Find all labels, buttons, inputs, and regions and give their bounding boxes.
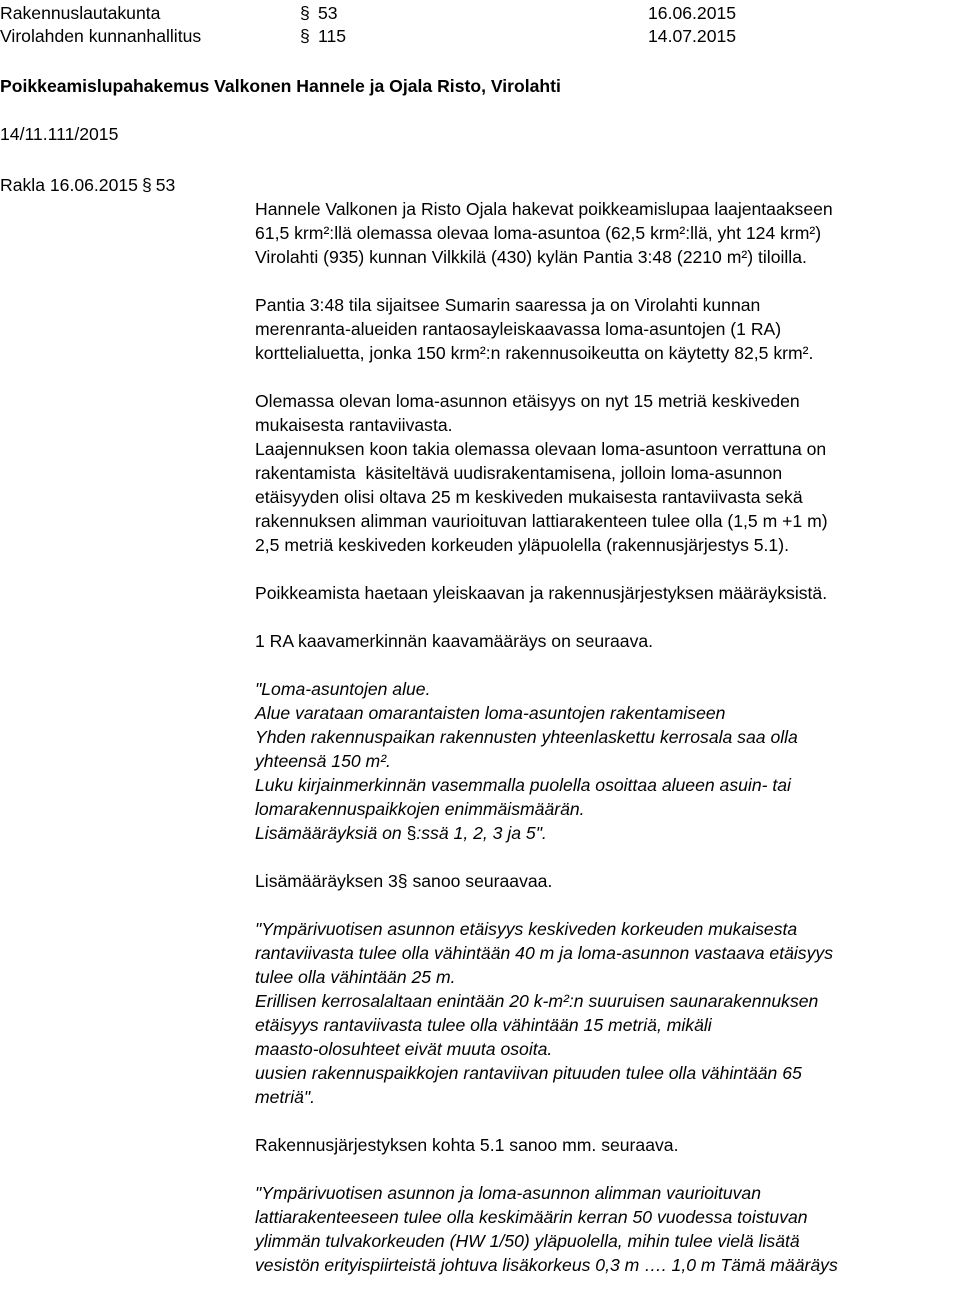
- paragraph-additional-3: [255, 869, 955, 893]
- paragraph-extension: [255, 437, 955, 557]
- quote-line: Erillisen kerrosalaltaan enintään 20 k-m²:n suuruisen saunarakennuksen: [255, 991, 819, 1011]
- rakla-reference: [0, 173, 175, 197]
- text-line: Virolahti (935) kunnan Vilkkilä (430) kylän Pantia 3:48 (2210 m²) tiloilla.: [255, 247, 807, 267]
- quote-line: yhteensä 150 m².: [255, 751, 391, 771]
- paragraph-text: sanoo seuraavaa.: [407, 871, 553, 891]
- document-body: [255, 197, 955, 1277]
- quote-line: Alue varataan omarantaisten loma-asuntojen rakentamiseen: [255, 703, 726, 723]
- paragraph-property: [255, 293, 955, 365]
- document-title: Poikkeamislupahakemus Valkonen Hannele ja Ojala Risto, Virolahti: [0, 76, 561, 96]
- section-sign-icon: §: [300, 26, 310, 46]
- header-section-number: 53: [318, 3, 338, 23]
- quote-line: [255, 821, 955, 845]
- quote-line: vesistön erityispiirteistä johtuva lisäkorkeus 0,3 m …. 1,0 m Tämä määräys: [255, 1255, 838, 1275]
- diary-number: 14/11.111/2015: [0, 124, 119, 144]
- paragraph-distance: [255, 389, 955, 437]
- rakla-prefix: Rakla 16.06.2015: [0, 175, 138, 195]
- rakla-number: 53: [155, 175, 176, 195]
- text-line: Pantia 3:48 tila sijaitsee Sumarin saaressa ja on Virolahti kunnan: [255, 295, 761, 315]
- text-line: rakennuksen alimman vaurioituvan lattiarakenteen tulee olla (1,5 m +1 m): [255, 511, 828, 531]
- quote-building-code: [255, 1181, 955, 1277]
- quote-additional-3: [255, 917, 955, 1109]
- quote-line: Luku kirjainmerkinnän vasemmalla puolella osoittaa alueen asuin- tai: [255, 775, 791, 795]
- text-line: 2,5 metriä keskiveden korkeuden yläpuolella (rakennusjärjestys 5.1).: [255, 535, 789, 555]
- paragraph-exception: Poikkeamista haetaan yleiskaavan ja rakennusjärjestyksen määräyksistä.: [255, 583, 828, 603]
- paragraph-application: [255, 197, 955, 269]
- text-line: mukaisesta rantaviivasta.: [255, 415, 453, 435]
- section-sign-icon: §: [300, 3, 310, 23]
- quote-line: ylimmän tulvakorkeuden (HW 1/50) yläpuolella, mihin tulee vielä lisätä: [255, 1231, 800, 1251]
- quote-line: metriä".: [255, 1087, 316, 1107]
- quote-line: maasto-olosuhteet eivät muuta osoita.: [255, 1039, 553, 1059]
- quote-line: etäisyys rantaviivasta tulee olla vähintään 15 metriä, mikäli: [255, 1015, 712, 1035]
- quote-line: uusien rakennuspaikkojen rantaviivan pituuden tulee olla vähintään 65: [255, 1063, 802, 1083]
- quote-line: "Ympärivuotisen asunnon etäisyys keskiveden korkeuden mukaisesta: [255, 919, 798, 939]
- text-line: korttelialuetta, jonka 150 krm²:n rakennusoikeutta on käytetty 82,5 krm².: [255, 343, 814, 363]
- text-line: Hannele Valkonen ja Risto Ojala hakevat poikkeamislupaa laajentaakseen: [255, 199, 833, 219]
- header-organ-name: Virolahden kunnanhallitus: [0, 26, 202, 46]
- section-sign-icon: §: [141, 175, 152, 195]
- quote-text: Lisämääräyksiä on: [255, 823, 407, 843]
- quote-line: "Loma-asuntojen alue.: [255, 679, 431, 699]
- quote-line: lattiarakenteeseen tulee olla keskimäärin kerran 50 vuodessa toistuvan: [255, 1207, 808, 1227]
- quote-text: :ssä 1, 2, 3 ja 5".: [416, 823, 547, 843]
- header-section-number: 115: [318, 26, 347, 46]
- quote-line: Yhden rakennuspaikan rakennusten yhteenlaskettu kerrosala saa olla: [255, 727, 798, 747]
- quote-plan-regulation: [255, 677, 955, 845]
- quote-line: "Ympärivuotisen asunnon ja loma-asunnon alimman vaurioituvan: [255, 1183, 761, 1203]
- text-line: merenranta-alueiden rantaosayleiskaavassa loma-asuntojen (1 RA): [255, 319, 782, 339]
- text-line: rakentamista käsiteltävä uudisrakentamisena, jolloin loma-asunnon: [255, 463, 783, 483]
- header-meeting-date: 14.07.2015: [648, 26, 737, 46]
- section-sign-icon: §: [406, 823, 417, 843]
- header-meeting-date: 16.06.2015: [648, 3, 737, 23]
- text-line: etäisyyden olisi oltava 25 m keskiveden mukaisesta rantaviivasta sekä: [255, 487, 803, 507]
- paragraph-building-code: Rakennusjärjestyksen kohta 5.1 sanoo mm. seuraava.: [255, 1135, 679, 1155]
- header-organ-name: Rakennuslautakunta: [0, 3, 161, 23]
- section-sign-icon: §: [397, 871, 408, 891]
- paragraph-plan-regulation: 1 RA kaavamerkinnän kaavamääräys on seuraava.: [255, 631, 654, 651]
- quote-line: tulee olla vähintään 25 m.: [255, 967, 456, 987]
- text-line: Olemassa olevan loma-asunnon etäisyys on nyt 15 metriä keskiveden: [255, 391, 800, 411]
- paragraph-text: Lisämääräyksen 3: [255, 871, 398, 891]
- quote-line: rantaviivasta tulee olla vähintään 40 m ja loma-asunnon vastaava etäisyys: [255, 943, 833, 963]
- quote-line: lomarakennuspaikkojen enimmäismäärän.: [255, 799, 585, 819]
- text-line: Laajennuksen koon takia olemassa olevaan loma-asuntoon verrattuna on: [255, 439, 827, 459]
- text-line: 61,5 krm²:llä olemassa olevaa loma-asuntoa (62,5 krm²:llä, yht 124 krm²): [255, 223, 822, 243]
